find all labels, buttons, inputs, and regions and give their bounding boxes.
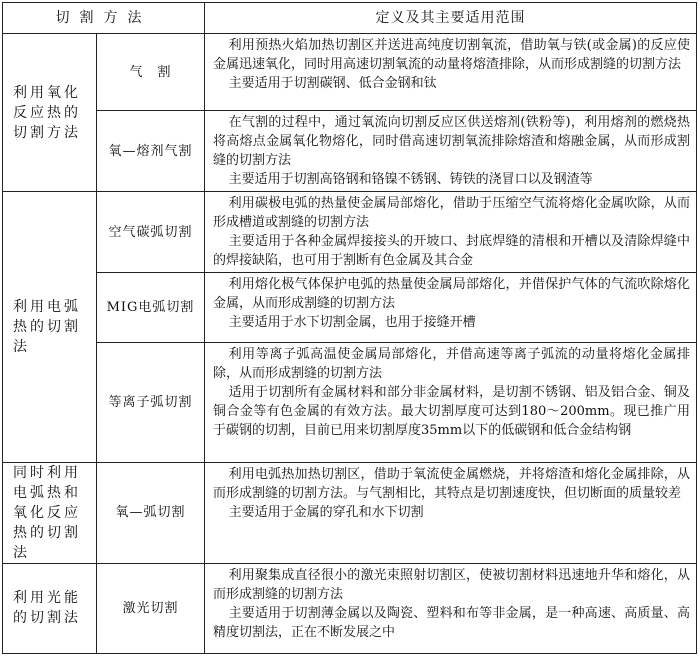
table-row xyxy=(3,343,697,462)
method-cell: 空气碳弧切割 xyxy=(97,192,205,273)
method-cell: 等离子弧切割 xyxy=(97,343,205,462)
usage-text: 主要适用于切割高铬钢和铬镍不锈钢、铸铁的浇冒口以及钢渣等 xyxy=(228,172,593,188)
table-row xyxy=(3,34,697,111)
definition-cell xyxy=(205,343,697,462)
category-arc-oxidation: 同时利用电弧热和氧化反应热的切割法 xyxy=(3,462,97,563)
table-row xyxy=(3,563,697,653)
usage-text: 适用于切割所有金属材料和部分非金属材料，是切割不锈钢、铝及铝合金、铜及铜合金等有色金属的有效方法。最大切割厚度可达到180～200mm。现已推广用于碳钢的切割，目前已用来切割厚度35mm以下的低碳钢和低合金结构钢 xyxy=(213,385,690,439)
table-row xyxy=(3,462,697,563)
definition-cell xyxy=(205,192,697,273)
cutting-methods-table xyxy=(2,2,697,654)
category-oxidation: 利用氧化反应热的切割方法 xyxy=(3,34,97,192)
method-cell: MIG电弧切割 xyxy=(97,273,205,343)
definition-text: 利用碳极电弧的热量使金属局部熔化，借助于压缩空气流将熔化金属吹除，从而形成槽道或割缝的切割方法 xyxy=(213,196,690,231)
header-definition: 定义及其主要适用范围 xyxy=(205,3,697,34)
definition-text: 利用电弧热加热切割区，借助于氧流使金属燃烧，并将熔渣和熔化金属排除，从而形成割缝的切割方法。与气割相比，其特点是切割速度快，但切断面的质量较差 xyxy=(213,466,690,501)
definition-cell xyxy=(205,111,697,192)
definition-cell xyxy=(205,273,697,343)
usage-text: 主要适用于各种金属焊接接头的开坡口、封底焊缝的清根和开槽以及清除焊缝中的焊接缺陷，也可用于割断有色金属及其合金 xyxy=(213,234,690,269)
definition-text: 利用预热火焰加热切割区并送进高纯度切割氧流，借助氧与铁(或金属)的反应使金属迅速氧化，同时用高速切割氧流的动量将熔渣排除，从而形成割缝的切割方法 xyxy=(213,38,690,72)
definition-cell xyxy=(205,34,697,111)
table-row xyxy=(3,273,697,343)
method-cell: 氧—弧切割 xyxy=(97,462,205,563)
method-cell: 氧—熔剂气割 xyxy=(97,111,205,192)
usage-text: 主要适用于水下切割金属，也用于接缝开槽 xyxy=(228,315,476,331)
header-method: 切割方法 xyxy=(3,3,205,34)
definition-cell xyxy=(205,462,697,563)
usage-text: 主要适用于金属的穿孔和水下切割 xyxy=(228,504,424,520)
table-row xyxy=(3,192,697,273)
definition-cell xyxy=(205,563,697,653)
method-cell: 气 割 xyxy=(97,34,205,111)
category-light: 利用光能的切割法 xyxy=(3,563,97,653)
definition-text: 利用熔化极气体保护电弧的热量使金属局部熔化，并借保护气体的气流吹除熔化金属，从而形成割缝的切割方法 xyxy=(213,277,690,312)
usage-text: 主要适用于切割碳钢、低合金钢和钛 xyxy=(228,76,437,91)
definition-text: 利用等离子弧高温使金属局部熔化，并借高速等离子弧流的动量将熔化金属排除，从而形成割缝的切割方法 xyxy=(213,347,690,382)
table-row xyxy=(3,111,697,192)
definition-text: 利用聚集成直径很小的激光束照射切割区，使被切割材料迅速地升华和熔化，从而形成割缝的切割方法 xyxy=(213,567,690,602)
header-row xyxy=(3,3,697,34)
definition-text: 在气割的过程中，通过氧流向切割反应区供送熔剂(铁粉等)，利用熔剂的燃烧热将高熔点金属氧化物熔化，同时借高速切割氧流排除熔渣和熔融金属，从而形成割缝的切割方法 xyxy=(213,115,690,169)
method-cell: 激光切割 xyxy=(97,563,205,653)
usage-text: 主要适用于切割薄金属以及陶瓷、塑料和布等非金属，是一种高速、高质量、高精度切割法，正在不断发展之中 xyxy=(213,605,690,640)
category-arc: 利用电弧热的切割法 xyxy=(3,192,97,462)
